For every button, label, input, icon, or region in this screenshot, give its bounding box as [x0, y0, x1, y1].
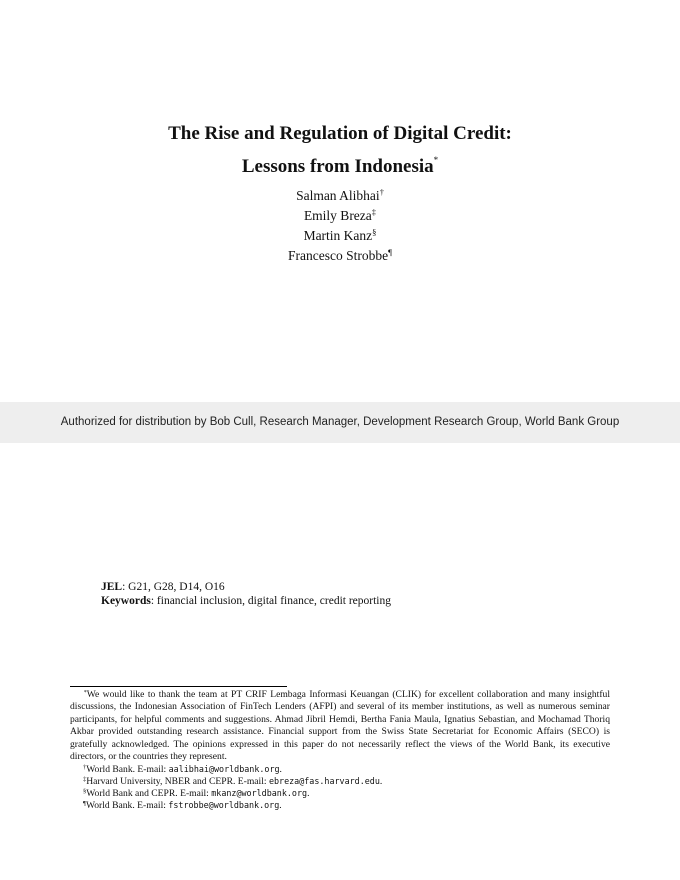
keywords: Keywords: financial inclusion, digital finance, credit reporting [101, 595, 391, 607]
paper-metadata [101, 580, 391, 608]
author-footnote: †World Bank. E-mail: aalibhai@worldbank.org. [83, 764, 282, 775]
author-list [0, 184, 680, 264]
title-line-1: The Rise and Regulation of Digital Credit: [168, 123, 512, 144]
distribution-banner [0, 402, 680, 443]
author: Martin Kanz§ [303, 227, 377, 243]
email-address[interactable]: ebreza@fas.harvard.edu [268, 776, 380, 786]
acknowledgement-footnote: *We would like to thank the team at PT CRIF Lembaga Informasi Keuangan (CLIK) for excellent collaboration and many insightful discussions, the Indonesian Association of FinTech Lenders (AFPI) and several of its member institutions, as well as numerous seminar participants, for helpful comments and suggestions. Ahmad Jibril Hemdi, Bertha Fania Maula, Ignatius Sebastian, and Mochamad Thoriq Akbar provided outstanding research assistance. Financial support from the Swiss State Secretariat for Economic Affairs (SECO) is gratefully acknowledged. The opinions expressed in this paper do not necessarily reflect the views of the World Bank, its executive directors, or the countries they represent. [70, 689, 611, 763]
email-address[interactable]: aalibhai@worldbank.org [168, 764, 280, 774]
paper-title [0, 121, 680, 180]
distribution-text: Authorized for distribution by Bob Cull, Research Manager, Development Research Group, World Bank Group [60, 416, 620, 428]
jel-codes: JEL: G21, G28, D14, O16 [101, 581, 225, 593]
title-footnote-mark: * [433, 155, 439, 165]
email-address[interactable]: mkanz@worldbank.org [211, 788, 308, 798]
title-line-2: Lessons from Indonesia* [241, 155, 439, 177]
author: Francesco Strobbe¶ [288, 247, 392, 263]
email-address[interactable]: fstrobbe@worldbank.org [168, 800, 280, 810]
author: Salman Alibhai† [296, 187, 384, 203]
author-footnote: §World Bank and CEPR. E-mail: mkanz@worldbank.org. [83, 788, 310, 799]
author-footnote: ‡Harvard University, NBER and CEPR. E-mail: ebreza@fas.harvard.edu. [83, 776, 383, 787]
author: Emily Breza‡ [303, 207, 377, 223]
author-footnote: ¶World Bank. E-mail: fstrobbe@worldbank.org. [83, 800, 282, 811]
